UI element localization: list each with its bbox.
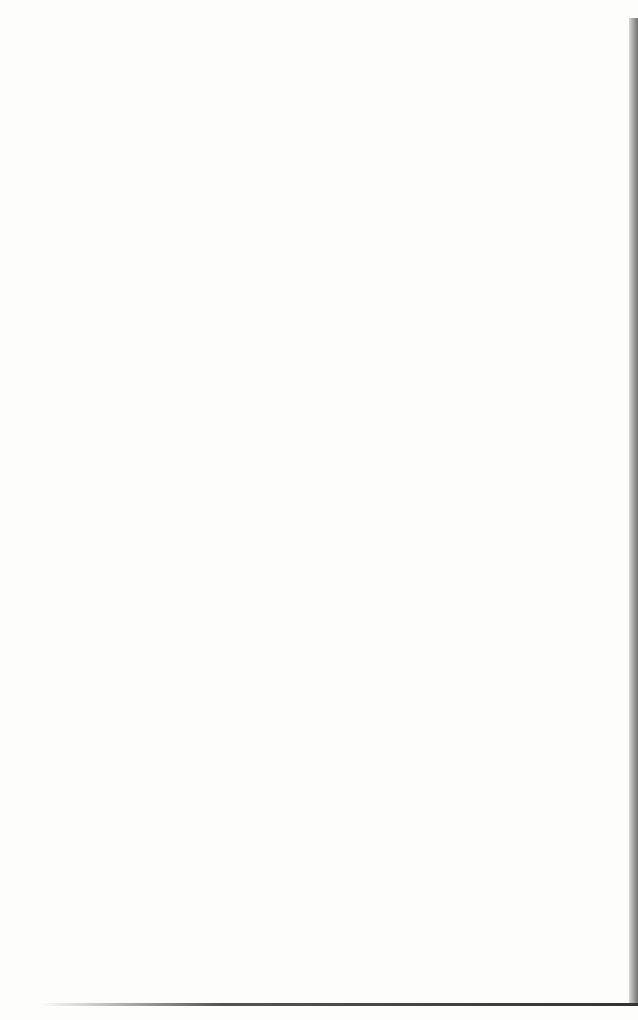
body-text xyxy=(59,61,600,85)
page-edge-shadow xyxy=(629,18,638,1003)
page-bottom-edge xyxy=(40,1003,638,1006)
